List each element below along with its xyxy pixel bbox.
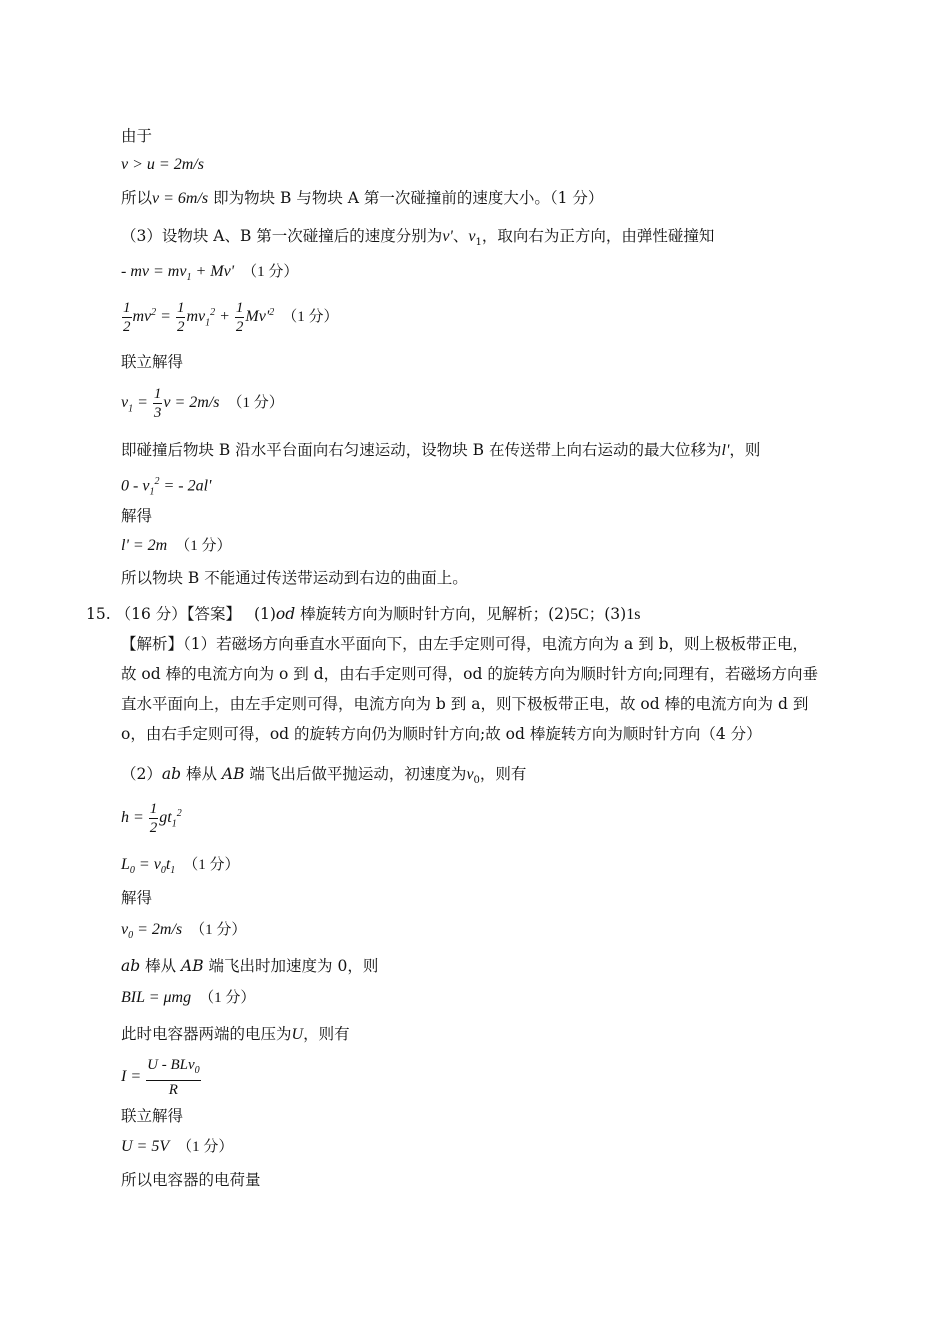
numerator xyxy=(146,1056,201,1081)
text-line xyxy=(121,568,468,588)
text: ，则有 xyxy=(303,1025,350,1043)
equation xyxy=(121,988,255,1008)
subscript: 1 xyxy=(205,317,211,329)
equation-text: I = xyxy=(121,1068,146,1086)
numerator-text: U - BLv xyxy=(147,1057,195,1073)
numerator: 1 xyxy=(235,300,244,316)
subscript: 1 xyxy=(186,272,192,284)
equation-text: = 2m/s xyxy=(133,921,183,938)
inline-symbol: AB xyxy=(221,765,245,783)
text: 联立解得 xyxy=(121,1107,184,1125)
text-line xyxy=(121,664,818,684)
equation-text: gt xyxy=(159,809,172,827)
equation xyxy=(121,472,211,503)
text: 、 xyxy=(452,227,469,245)
inline-symbol: U xyxy=(291,1026,304,1043)
superscript: 2 xyxy=(269,306,275,318)
text-line xyxy=(121,1024,350,1045)
subscript: 0 xyxy=(160,865,166,877)
score-note: （1 分） xyxy=(242,264,299,280)
denominator: 3 xyxy=(153,405,162,421)
text: 解得 xyxy=(121,507,153,525)
equation-text: L xyxy=(121,856,130,873)
superscript: 2 xyxy=(154,476,160,487)
text: 故 od 棒的电流方向为 o 到 d，由右手定则可得，od 的旋转方向为顺时针方向;同理有，若磁场方向垂 xyxy=(121,665,819,683)
text: 即为物块 B 与物块 A 第一次碰撞前的速度大小。（1 分） xyxy=(213,189,604,207)
inline-symbol: l' xyxy=(721,442,730,459)
score-note: （1 分） xyxy=(183,857,240,873)
numerator: 1 xyxy=(176,300,185,316)
text: 棒从 xyxy=(181,765,222,783)
text: 端飞出时加速度为 0，则 xyxy=(203,957,379,975)
subscript: 0 xyxy=(473,775,480,787)
subscript: 0 xyxy=(129,865,135,877)
equation-text: = - 2al' xyxy=(159,477,212,495)
equation xyxy=(121,1137,233,1157)
text-line xyxy=(121,506,152,526)
equation-text: mv xyxy=(132,308,152,326)
fraction xyxy=(149,800,159,837)
score-note: （1 分） xyxy=(282,309,339,326)
text-line xyxy=(121,634,808,654)
text: 解得 xyxy=(121,889,153,907)
numerator: 1 xyxy=(153,386,162,402)
inline-symbol: AB xyxy=(181,957,204,975)
denominator: 2 xyxy=(176,319,185,335)
text-line xyxy=(121,1170,261,1190)
equation-text: 0 - v xyxy=(121,477,150,495)
question-number: 15. xyxy=(86,605,111,623)
denominator: R xyxy=(168,1082,178,1098)
equation-text: v xyxy=(121,921,129,938)
text: 棒旋转方向为顺时针方向，见解析；(2) xyxy=(295,605,571,623)
text-line xyxy=(121,956,378,976)
text: （16 分）【答案】 xyxy=(115,605,241,623)
text: 即碰撞后物块 B 沿水平台面向右匀速运动，设物块 B 在传送带上向右运动的最大位移为 xyxy=(121,441,722,459)
text-line xyxy=(121,694,808,714)
inline-symbol: ab xyxy=(121,957,141,975)
fraction xyxy=(235,299,245,336)
equation-text: BIL = μmg xyxy=(121,989,192,1006)
inline-symbol: v xyxy=(466,766,474,783)
subscript: 1 xyxy=(171,818,177,830)
score-note: （1 分） xyxy=(177,1139,234,1155)
fraction xyxy=(122,299,132,336)
superscript: 2 xyxy=(176,807,182,819)
subscript: 1 xyxy=(170,865,176,877)
inline-equation: v = 6m/s xyxy=(152,190,209,207)
text-line xyxy=(121,724,762,744)
text: 直水平面向上，由左手定则可得，电流方向为 b 到 a，则下极板带正电，故 od 棒的电流方向为 d 到 xyxy=(121,695,809,713)
text-line xyxy=(121,440,760,461)
equation xyxy=(121,155,204,175)
text: 所以 xyxy=(121,189,153,207)
equation-text: - mv = mv xyxy=(121,263,187,280)
subscript: 1 xyxy=(475,237,482,249)
score-note: （1 分） xyxy=(175,538,232,554)
text-line xyxy=(121,888,152,908)
inline-symbol: v xyxy=(468,228,476,245)
equation-text: + xyxy=(215,308,234,326)
text: 联立解得 xyxy=(121,353,184,371)
equation xyxy=(121,1056,202,1099)
equation-text: = xyxy=(156,308,175,326)
denominator: 2 xyxy=(149,820,158,836)
text: （2） xyxy=(121,765,162,783)
equation xyxy=(121,536,231,556)
score-note: （1 分） xyxy=(199,990,256,1006)
equation xyxy=(121,299,339,336)
numerator: 1 xyxy=(149,801,158,817)
equation xyxy=(121,800,182,837)
text: ，取向右为正方向，由弹性碰撞知 xyxy=(481,227,715,245)
superscript: 2 xyxy=(210,306,216,318)
text: 棒从 xyxy=(140,957,182,975)
subscript: 1 xyxy=(149,486,155,498)
text-line xyxy=(121,352,183,372)
equation xyxy=(121,920,246,946)
equation-text: U = 5V xyxy=(121,1138,170,1155)
text-line xyxy=(121,126,152,146)
equation-text: h = xyxy=(121,809,148,827)
text: （3）设物块 A、B 第一次碰撞后的速度分别为 xyxy=(121,227,443,245)
subscript: 0 xyxy=(128,930,134,942)
fraction xyxy=(146,1056,201,1099)
question-heading xyxy=(86,604,640,625)
fraction xyxy=(176,299,186,336)
inline-symbol: v' xyxy=(442,228,453,245)
text-line xyxy=(121,226,714,253)
score-note: （1 分） xyxy=(227,395,284,412)
equation-text: t xyxy=(165,856,171,873)
equation-text: v > u = 2m/s xyxy=(121,156,204,173)
denominator: 2 xyxy=(123,319,131,335)
denominator: 2 xyxy=(235,319,244,335)
text-line xyxy=(121,764,526,791)
text: 【解析】（1）若磁场方向垂直水平面向下，由左手定则可得，电流方向为 a 到 b，则上极板带正电， xyxy=(121,635,809,653)
text: 由于 xyxy=(121,127,153,145)
equation-text: v = 2m/s xyxy=(163,394,220,412)
subscript: 0 xyxy=(194,1065,200,1076)
text: ，则 xyxy=(729,441,761,459)
equation xyxy=(121,262,298,288)
equation-text: mv xyxy=(186,308,206,326)
text: (1) xyxy=(253,605,276,623)
equation-text: = v xyxy=(134,856,161,873)
text: ，则有 xyxy=(479,765,527,783)
text-line xyxy=(121,188,603,209)
text: 端飞出后做平抛运动，初速度为 xyxy=(244,765,467,783)
text: 所以物块 B 不能通过传送带运动到右边的曲面上。 xyxy=(121,569,468,587)
text: ；(3) xyxy=(588,605,627,623)
numerator: 1 xyxy=(123,300,131,316)
text-line xyxy=(121,1106,183,1126)
inline-value: 1s xyxy=(626,606,641,623)
subscript: 1 xyxy=(128,403,134,415)
fraction xyxy=(153,385,163,422)
equation-text: v xyxy=(121,394,129,412)
superscript: 2 xyxy=(151,306,157,318)
equation xyxy=(121,385,284,422)
inline-symbol: ab xyxy=(161,765,182,783)
text: 此时电容器两端的电压为 xyxy=(121,1025,292,1043)
inline-symbol: od xyxy=(275,605,296,623)
equation-text: + Mv' xyxy=(191,263,235,280)
equation-text: l' = 2m xyxy=(121,537,168,554)
equation-text: = xyxy=(133,394,152,412)
text: 所以电容器的电荷量 xyxy=(121,1171,261,1189)
text: o，由右手定则可得，od 的旋转方向仍为顺时针方向;故 od 棒旋转方向为顺时针方向（4 分） xyxy=(121,725,762,743)
equation xyxy=(121,855,240,881)
inline-value: 5C xyxy=(570,606,589,623)
equation-text: Mv' xyxy=(245,308,270,326)
score-note: （1 分） xyxy=(190,922,247,938)
